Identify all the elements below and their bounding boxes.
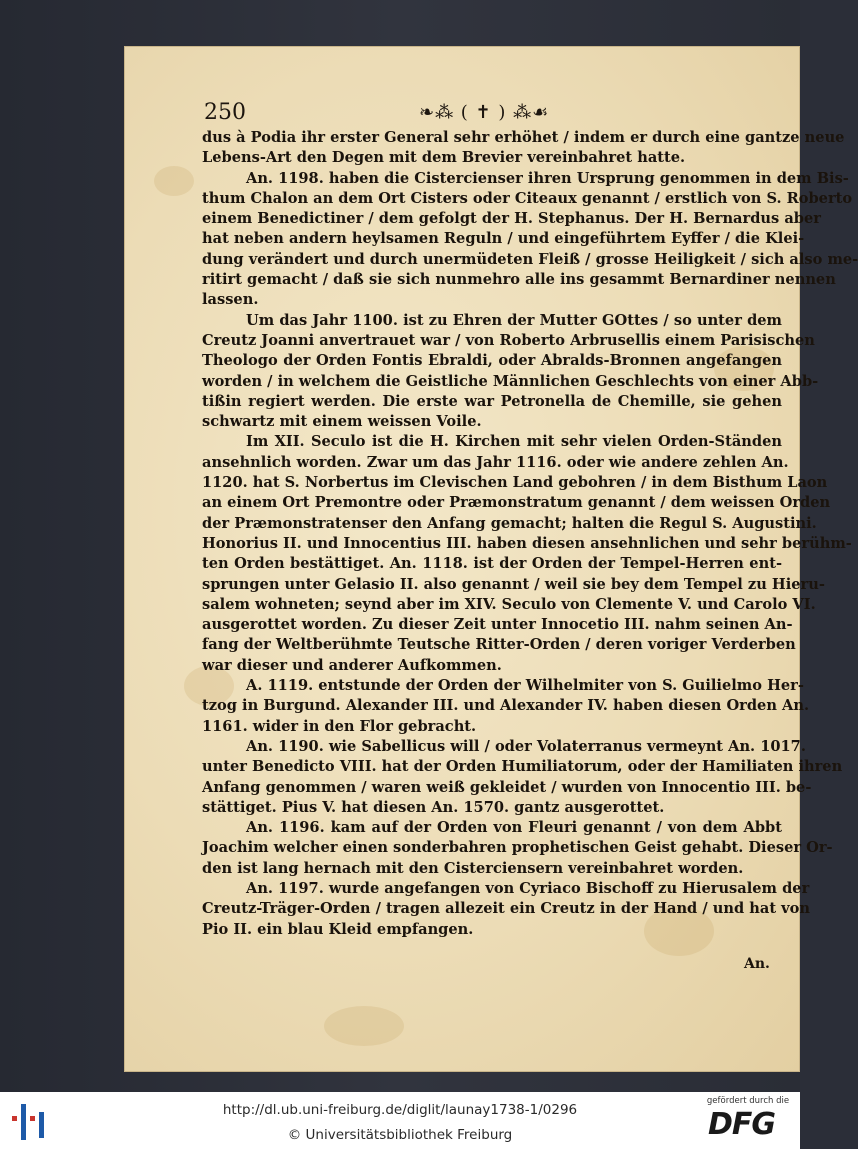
dfg-logo[interactable]: DFG [708,1107,776,1142]
text-line: an einem Ort Premontre oder Præmonstratum genannt / dem weissen Orden [202,494,831,512]
text-line: den ist lang hernach mit den Cisterciensern vereinbahret worden. [202,859,744,877]
text-line: stättiget. Pius V. hat diesen An. 1570. gantz ausgerottet. [202,798,665,816]
text-line: Honorius II. und Innocentius III. haben diesen ansehnlichen und sehr berühm- [202,534,852,552]
text-line: hat neben andern heylsamen Reguln / und eingeführtem Eyffer / die Klei- [202,230,805,248]
body-text [202,128,858,940]
text-line: unter Benedicto VIII. hat der Orden Humiliatorum, oder der Hamiliaten ihren [202,758,843,776]
paper-stain [154,166,194,196]
text-line: Lebens-Art den Degen mit dem Brevier vereinbahret hatte. [202,149,686,167]
book-page [124,46,858,1072]
text-line: tißin regiert werden. Die erste war Petronella de Chemille, sie gehen [202,392,782,410]
text-line: An. 1196. kam auf der Orden von Fleuri genannt / von dem Abbt [246,819,782,837]
dfg-tagline: gefördert durch die [706,1096,790,1106]
text-line: der Præmonstratenser den Anfang gemacht; halten die Regul S. Augustini. [202,514,817,532]
text-line: 1161. wider in den Flor gebracht. [202,717,477,735]
text-line: schwartz mit einem weissen Voile. [202,413,482,431]
text-line: thum Chalon an dem Ort Cisters oder Citeaux genannt / erstlich von S. Roberto [202,189,853,207]
document-url[interactable]: http://dl.ub.uni-freiburg.de/diglit/launay1738-1/0296 [222,1102,578,1118]
page-number: 250 [204,100,246,125]
text-line: An. 1197. wurde angefangen von Cyriaco Bischoff zu Hierusalem der [246,879,810,897]
text-line: einem Benedictiner / dem gefolgt der H. Stephanus. Der H. Bernardus aber [202,210,821,228]
text-line: 1120. hat S. Norbertus im Clevischen Land gebohren / in dem Bisthum Laon [202,474,828,492]
text-line: war dieser und anderer Aufkommen. [202,656,502,674]
viewer-footer [0,1092,800,1149]
text-line: dung verändert und durch unermüdeten Fleiß / grosse Heiligkeit / sich also me- [202,250,858,268]
text-line: An. 1198. haben die Cistercienser ihren Ursprung genommen in dem Bis- [246,169,849,187]
header-ornament: ❧⁂ ( ✝ ) ⁂☙ [419,102,550,123]
text-line: ten Orden bestättiget. An. 1118. ist der Orden der Tempel-Herren ent- [202,555,782,573]
text-line: Pio II. ein blau Kleid empfangen. [202,920,474,938]
text-line: Theologo der Orden Fontis Ebraldi, oder Abralds-Bronnen angefangen [202,352,782,370]
text-line: sprungen unter Gelasio II. also genannt / weil sie bey dem Tempel zu Hieru- [202,575,825,593]
page-header [204,100,784,130]
text-line: ansehnlich worden. Zwar um das Jahr 1116. oder wie andere zehlen An. [202,453,789,471]
text-line: Joachim welcher einen sonderbahren prophetischen Geist gehabt. Dieser Or- [202,839,833,857]
catch-word: An. [744,956,770,972]
text-line: tzog in Burgund. Alexander III. und Alexander IV. haben diesen Orden An. [202,697,810,715]
text-line: Anfang genommen / waren weiß gekleidet / wurden von Innocentio III. be- [202,778,812,796]
text-line: ritirt gemacht / daß sie sich nunmehro alle ins gesammt Bernardiner nennen [202,271,836,289]
text-line: fang der Weltberühmte Teutsche Ritter-Orden / deren voriger Verderben [202,636,796,654]
text-line: Creutz Joanni anvertrauet war / von Roberto Arbrusellis einem Parisischen [202,331,815,349]
text-line: Creutz-Träger-Orden / tragen allezeit ein Creutz in der Hand / und hat von [202,900,810,918]
text-line: lassen. [202,291,259,309]
text-line: Um das Jahr 1100. ist zu Ehren der Mutter GOttes / so unter dem [246,311,782,329]
text-line: ausgerottet worden. Zu dieser Zeit unter Innocetio III. nahm seinen An- [202,616,793,634]
text-line: dus à Podia ihr erster General sehr erhöhet / indem er durch eine gantze neue [202,129,845,146]
text-line: An. 1190. wie Sabellicus will / oder Volaterranus vermeynt An. 1017. [246,737,806,755]
paper-stain [324,1006,404,1046]
text-line: worden / in welchem die Geistliche Männlichen Geschlechts von einer Abb- [202,372,819,390]
text-line: A. 1119. entstunde der Orden der Wilhelmiter von S. Guilielmo Her- [246,677,804,695]
text-line: Im XII. Seculo ist die H. Kirchen mit sehr vielen Orden-Ständen [246,433,782,451]
copyright-notice: © Universitätsbibliothek Freiburg [287,1127,513,1143]
text-line: salem wohneten; seynd aber im XIV. Seculo von Clemente V. und Carolo VI. [202,595,816,613]
